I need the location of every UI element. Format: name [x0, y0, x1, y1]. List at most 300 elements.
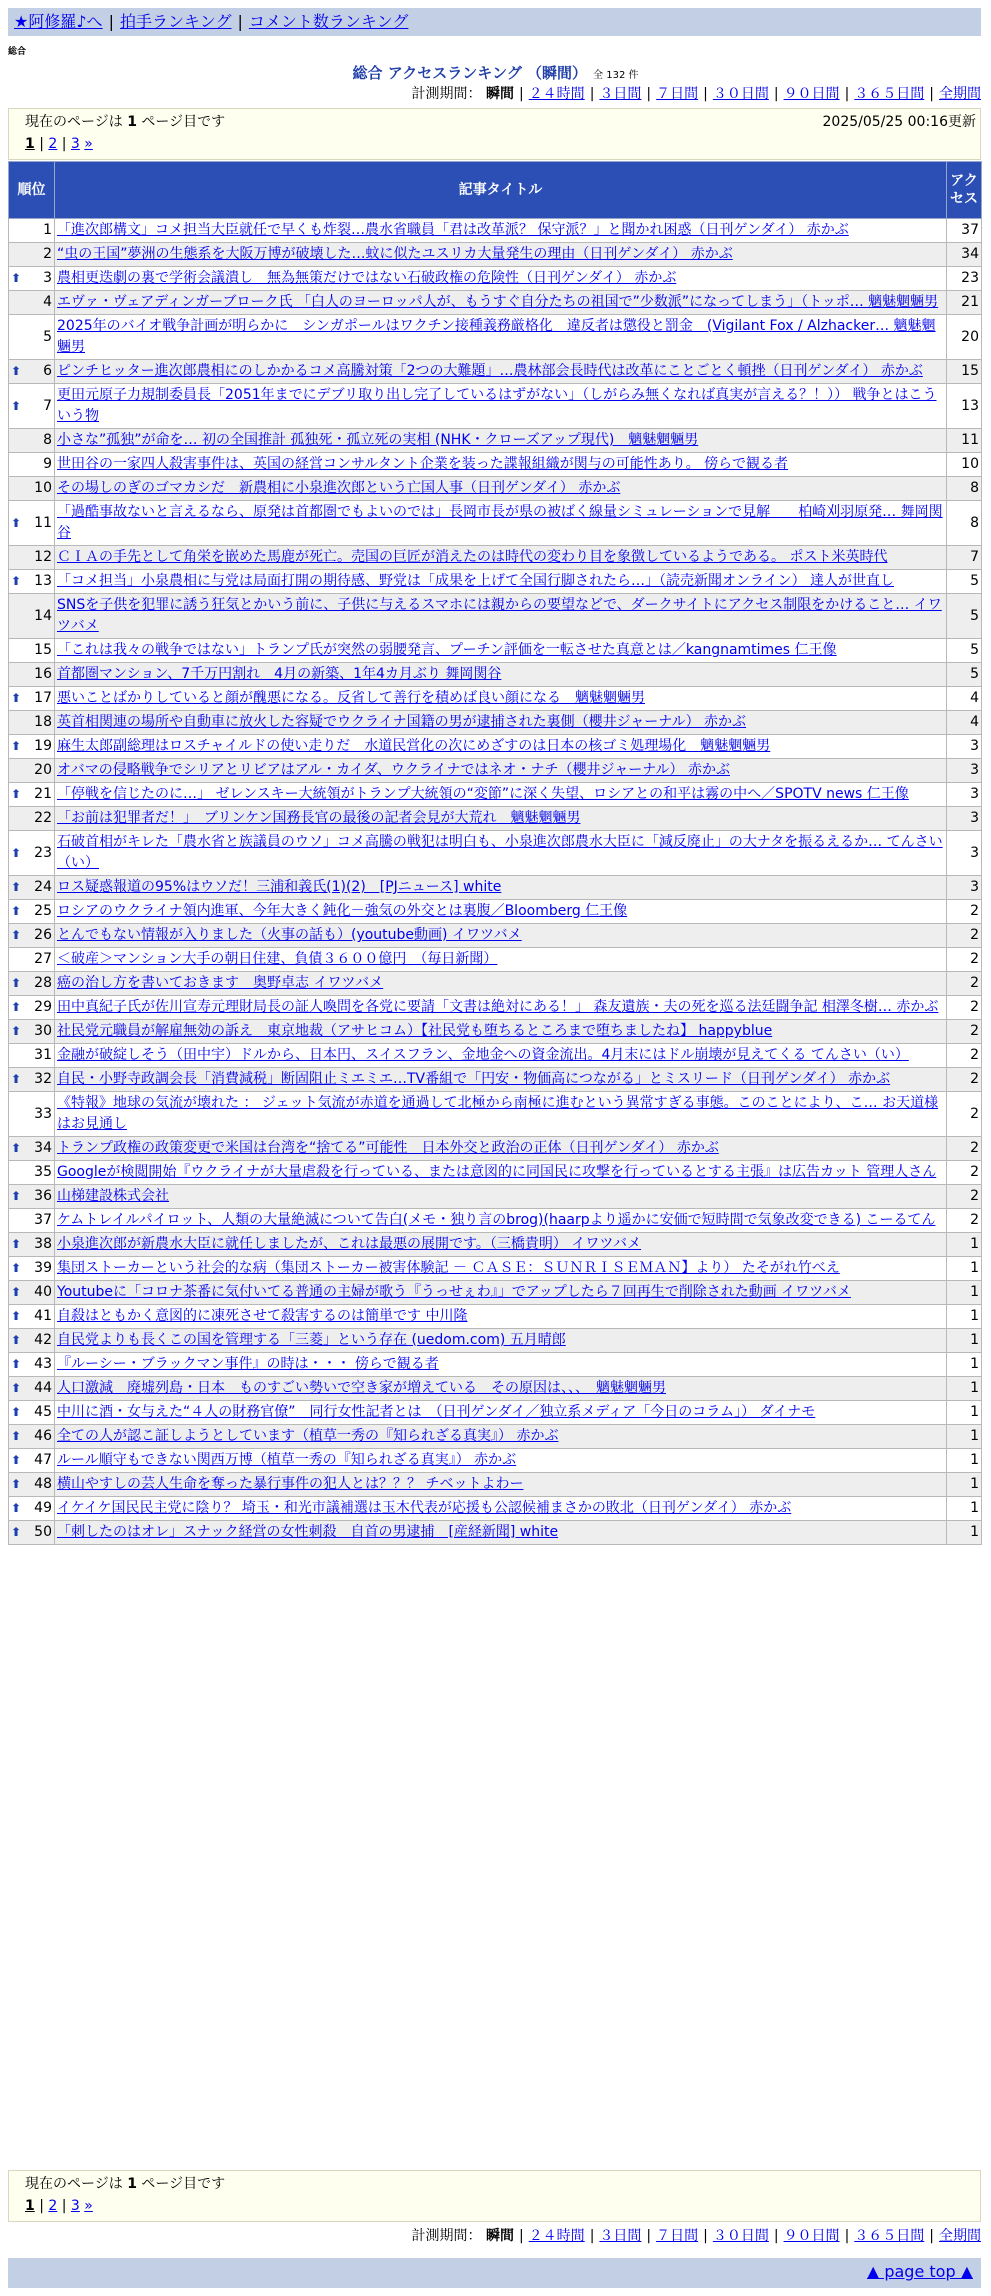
category-label: 総合 [8, 47, 27, 57]
article-title-link[interactable]: ＜破産＞マンション大手の朝日住建、負債３６００億円 （毎日新聞） [57, 951, 498, 967]
title-cell [55, 831, 947, 876]
rank-number: 13 [34, 573, 52, 589]
rank-number: 50 [34, 1524, 52, 1540]
access-count: 2 [947, 972, 982, 996]
table-row [9, 243, 982, 267]
access-count: 1 [947, 1329, 982, 1353]
rank-up-arrow-icon: ⬆ [11, 1525, 22, 1539]
rank-cell [9, 831, 55, 876]
access-count: 3 [947, 876, 982, 900]
title-cell [55, 315, 947, 360]
article-title-link[interactable]: 首都圏マンション、7千万円割れ 4月の新築、1年4カ月ぶり 舞岡関谷 [57, 666, 502, 682]
rank-cell [9, 996, 55, 1020]
rank-cell [9, 501, 55, 546]
table-row [9, 639, 982, 663]
article-title-link[interactable]: ルール順守もできない関西万博（植草一秀の『知られざる真実』） 赤かぶ [57, 1452, 517, 1468]
article-title-link[interactable]: 「停戦を信じたのに…」 ゼレンスキー大統領がトランプ大統領の“変節”に深く失望、ロシアとの和平は霧の中へ／SPOTV news 仁王像 [57, 786, 909, 802]
rank-number: 34 [34, 1140, 52, 1156]
title-cell [55, 1425, 947, 1449]
table-row [9, 900, 982, 924]
rank-number: 24 [34, 879, 52, 895]
rank-number: 35 [34, 1164, 52, 1180]
article-title-link[interactable]: 癌の治し方を書いておきます 奥野卓志 イワツバメ [57, 975, 384, 991]
title-cell [55, 639, 947, 663]
rank-cell [9, 429, 55, 453]
period-link-30d[interactable]: ３０日間 [712, 2228, 769, 2244]
pager-link-3[interactable]: 3 [70, 2198, 80, 2214]
title-cell [55, 924, 947, 948]
article-title-link[interactable]: 社民党元職員が解雇無効の訴え 東京地裁（アサヒコム）【社民党も堕ちるところまで堕ちましたね】 happyblue [57, 1023, 773, 1039]
title-cell [55, 1329, 947, 1353]
table-row [9, 219, 982, 243]
title-cell [55, 384, 947, 429]
access-count: 2 [947, 1137, 982, 1161]
table-row [9, 1185, 982, 1209]
rank-cell [9, 1353, 55, 1377]
title-cell [55, 1497, 947, 1521]
rank-number: 4 [43, 294, 52, 310]
rank-number: 21 [34, 786, 52, 802]
article-title-link[interactable]: 自民・小野寺政調会長「消費減税」断固阻止ミエミエ…TV番組で「円安・物価高につながる」とミスリード（日刊ゲンダイ） 赤かぶ [57, 1071, 891, 1087]
article-title-link[interactable]: 悪いことばかりしていると顔が醜悪になる。反省して善行を積めば良い顔になる 魑魅魍魎男 [57, 690, 645, 706]
rank-cell [9, 1521, 55, 1545]
article-title-link[interactable]: とんでもない情報が入りました（火事の話も）(youtube動画) イワツバメ [57, 927, 522, 943]
period-link-3d[interactable]: ３日間 [599, 2228, 642, 2244]
rank-cell [9, 1161, 55, 1185]
title-cell [55, 876, 947, 900]
rank-cell [9, 1068, 55, 1092]
table-row [9, 1425, 982, 1449]
access-count: 2 [947, 1044, 982, 1068]
period-link-7d[interactable]: ７日間 [656, 2228, 699, 2244]
nav-link-comment-ranking[interactable]: コメント数ランキング [248, 12, 409, 31]
title-cell [55, 477, 947, 501]
article-title-link[interactable]: イケイケ国民民主党に陰り？ 埼玉・和光市議補選は玉木代表が応援も公認候補まさかの敗北（日刊ゲンダイ） 赤かぶ [57, 1500, 792, 1516]
article-title-link[interactable]: 「これは我々の戦争ではない」トランプ氏が突然の弱腰発言、プーチン評価を一転させた真意とは／kangnamtimes 仁王像 [57, 642, 837, 658]
rank-cell [9, 1497, 55, 1521]
rank-number: 45 [34, 1404, 52, 1420]
rank-number: 2 [43, 246, 52, 262]
pager: 1 | 2 | 3 » [25, 136, 93, 152]
rank-up-arrow-icon: ⬆ [11, 1189, 22, 1203]
access-count: 1 [947, 1449, 982, 1473]
rank-number: 1 [43, 222, 52, 238]
article-title-link[interactable]: 英首相関連の場所や自動車に放火した容疑でウクライナ国籍の男が逮捕された裏側（櫻井ジャーナル） 赤かぶ [57, 714, 747, 730]
article-title-link[interactable]: 自民党よりも長くこの国を管理する「三菱」という存在 (uedom.com) 五月晴郎 [57, 1332, 566, 1348]
title-cell [55, 1020, 947, 1044]
title-cell [55, 996, 947, 1020]
period-link-90d[interactable]: ９０日間 [783, 86, 840, 102]
table-row [9, 594, 982, 639]
rank-number: 38 [34, 1236, 52, 1252]
period-link-7d[interactable]: ７日間 [656, 86, 699, 102]
pager-link-2[interactable]: 2 [48, 136, 58, 152]
rank-number: 10 [34, 480, 52, 496]
rank-up-arrow-icon: ⬆ [11, 928, 22, 942]
rank-number: 26 [34, 927, 52, 943]
access-count: 1 [947, 1257, 982, 1281]
access-count: 10 [947, 453, 982, 477]
table-row [9, 1020, 982, 1044]
article-title-link[interactable]: 2025年のバイオ戦争計画が明らかに シンガポールはワクチン接種義務厳格化 違反者は懲役と罰金 (Vigilant Fox / Alzhacker… 魑魅魍魎男 [57, 318, 936, 355]
rank-number: 28 [34, 975, 52, 991]
table-row [9, 501, 982, 546]
article-title-link[interactable]: 農相更迭劇の裏で学術会議潰し 無為無策だけではない石破政権の危険性（日刊ゲンダイ） 赤かぶ [57, 270, 677, 286]
access-count: 1 [947, 1401, 982, 1425]
access-count: 13 [947, 384, 982, 429]
period-selector-top: 計測期間： 瞬間 | ２４時間 | ３日間 | ７日間 | ３０日間 | ９０日間 | ３６５日間 | 全期間 [411, 86, 981, 102]
nav-link-clap-ranking[interactable]: 拍手ランキング [119, 12, 232, 31]
access-count: 2 [947, 1161, 982, 1185]
table-row [9, 1257, 982, 1281]
rank-cell [9, 711, 55, 735]
period-link-365d[interactable]: ３６５日間 [854, 86, 925, 102]
table-row [9, 876, 982, 900]
table-row [9, 1521, 982, 1545]
title-cell [55, 1068, 947, 1092]
title-cell [55, 759, 947, 783]
pager-next[interactable]: » [84, 2198, 93, 2214]
title-cell [55, 594, 947, 639]
article-title-link[interactable]: 麻生太郎副総理はロスチャイルドの使い走りだ 水道民営化の次にめざすのは日本の核ゴミ処理場化 魑魅魍魎男 [57, 738, 771, 754]
title-cell [55, 1377, 947, 1401]
article-title-link[interactable]: ロシアのウクライナ領内進軍、今年大きく鈍化－強気の外交とは裏腹／Bloomberg 仁王像 [57, 903, 628, 919]
article-title-link[interactable]: ロス疑惑報道の95%はウソだ！三浦和義氏(1)(2) [PJニュース] white [57, 879, 502, 895]
rank-cell [9, 453, 55, 477]
title-cell [55, 243, 947, 267]
rank-number: 44 [34, 1380, 52, 1396]
access-count: 15 [947, 360, 982, 384]
table-row [9, 711, 982, 735]
rank-cell [9, 291, 55, 315]
rank-up-arrow-icon: ⬆ [11, 1024, 22, 1038]
table-row [9, 315, 982, 360]
item-count: 全 132 件 [593, 70, 639, 81]
rank-cell [9, 1020, 55, 1044]
access-count: 37 [947, 219, 982, 243]
access-count: 23 [947, 267, 982, 291]
access-count: 3 [947, 783, 982, 807]
access-count: 1 [947, 1497, 982, 1521]
rank-cell [9, 477, 55, 501]
rank-up-arrow-icon: ⬆ [11, 364, 22, 378]
rank-cell [9, 1209, 55, 1233]
title-cell [55, 1473, 947, 1497]
title-cell [55, 1449, 947, 1473]
article-title-link[interactable]: 「お前は犯罪者だ！」 ブリンケン国務長官の最後の記者会見が大荒れ 魑魅魍魎男 [57, 810, 581, 826]
article-title-link[interactable]: トランプ政権の政策変更で米国は台湾を“捨てる”可能性 日本外交と政治の正体（日刊ゲンダイ） 赤かぶ [57, 1140, 719, 1156]
period-link-all[interactable]: 全期間 [939, 2228, 981, 2244]
rank-number: 33 [34, 1105, 52, 1122]
article-title-link[interactable]: 小さな”孤独”が命を… 初の全国推計 孤独死・孤立死の実相 (NHK・クローズアップ現代) 魑魅魍魎男 [57, 432, 699, 448]
access-count: 4 [947, 687, 982, 711]
table-row [9, 429, 982, 453]
access-count: 1 [947, 1305, 982, 1329]
rank-number: 22 [34, 810, 52, 826]
title-cell [55, 1305, 947, 1329]
rank-number: 16 [34, 666, 52, 682]
rank-cell [9, 1137, 55, 1161]
rank-number: 19 [34, 738, 52, 754]
table-row [9, 759, 982, 783]
rank-cell [9, 783, 55, 807]
table-row [9, 384, 982, 429]
rank-number: 39 [34, 1260, 52, 1276]
rank-number: 5 [43, 328, 52, 345]
table-row [9, 1401, 982, 1425]
article-title-link[interactable]: Googleが検閲開始『ウクライナが大量虐殺を行っている、または意図的に同国民に攻撃を行っているとする主張』は広告カット 管理人さん [57, 1164, 937, 1180]
access-count: 2 [947, 900, 982, 924]
table-row [9, 948, 982, 972]
rank-cell [9, 243, 55, 267]
access-count: 1 [947, 1377, 982, 1401]
access-count: 2 [947, 1020, 982, 1044]
article-title-link[interactable]: 金融が破綻しそう（田中宇）ドルから、日本円、スイスフラン、金地金への資金流出。4月末にはドル崩壊が見えてくる てんさい（い） [57, 1047, 909, 1063]
title-cell [55, 711, 947, 735]
period-link-24h[interactable]: ２４時間 [528, 86, 585, 102]
rank-number: 47 [34, 1452, 52, 1468]
title-cell [55, 1161, 947, 1185]
rank-number: 14 [34, 607, 52, 624]
rank-cell [9, 759, 55, 783]
article-title-link[interactable]: 田中真紀子氏が佐川宣寿元理財局長の証人喚問を各党に要請「文書は絶対にある！」 森友遺族・夫の死を巡る法廷闘争記 相澤冬樹… 赤かぶ [57, 999, 939, 1015]
rank-up-arrow-icon: ⬆ [11, 1501, 22, 1515]
pager-link-1[interactable]: 1 [25, 2198, 35, 2214]
title-cell [55, 1401, 947, 1425]
table-row [9, 1137, 982, 1161]
rank-up-arrow-icon: ⬆ [11, 1405, 22, 1419]
table-row [9, 735, 982, 759]
article-title-link[interactable]: 更田元原子力規制委員長「2051年までにデブリ取り出し完了しているはずがない」（しがらみ無くなれば真実が言える？！）） 戦争とはこういう物 [57, 387, 937, 424]
access-count: 3 [947, 807, 982, 831]
title-cell [55, 1353, 947, 1377]
article-title-link[interactable]: ケムトレイルパイロット、人類の大量絶滅について告白(メモ・独り言のbrog)(haarpより遥かに安価で短時間で気象改変できる) こーるてん [57, 1212, 936, 1228]
rank-up-arrow-icon: ⬆ [11, 691, 22, 705]
title-cell [55, 948, 947, 972]
period-selector-bottom: 計測期間： 瞬間 | ２４時間 | ３日間 | ７日間 | ３０日間 | ９０日間 | ３６５日間 | 全期間 [411, 2228, 981, 2244]
rank-up-arrow-icon: ⬆ [11, 1141, 22, 1155]
rank-cell [9, 594, 55, 639]
title-cell [55, 972, 947, 996]
rank-number: 42 [34, 1332, 52, 1348]
rank-cell [9, 1185, 55, 1209]
rank-number: 6 [43, 363, 52, 379]
rank-cell [9, 1257, 55, 1281]
access-count: 4 [947, 711, 982, 735]
rank-cell [9, 876, 55, 900]
period-current: 瞬間 [485, 86, 514, 102]
updated-timestamp: 2025/05/25 00:16更新 [822, 114, 976, 130]
access-count: 2 [947, 1209, 982, 1233]
rank-up-arrow-icon: ⬆ [11, 1357, 22, 1371]
header-rank: 順位 [9, 162, 55, 219]
table-row [9, 1449, 982, 1473]
access-count: 1 [947, 1521, 982, 1545]
article-title-link[interactable]: 自殺はともかく意図的に凍死させて殺害するのは簡単です 中川隆 [57, 1308, 468, 1324]
rank-up-arrow-icon: ⬆ [11, 515, 22, 530]
access-count: 5 [947, 639, 982, 663]
rank-cell [9, 219, 55, 243]
pager-next[interactable]: » [84, 136, 93, 152]
rank-up-arrow-icon: ⬆ [11, 1333, 22, 1347]
rank-up-arrow-icon: ⬆ [11, 976, 22, 990]
nav-link-asyura[interactable]: ★阿修羅♪へ [14, 12, 103, 31]
article-title-link[interactable]: ＣＩＡの手先として角栄を嵌めた馬鹿が死亡。売国の巨匠が消えたのは時代の変わり目を象徴しているようである。 ポスト米英時代 [57, 549, 888, 565]
article-title-link[interactable]: SNSを子供を犯罪に誘う狂気とかいう前に、子供に与えるスマホには親からの要望などで、ダークサイトにアクセス制限をかけること… イワツバメ [57, 597, 942, 634]
table-row [9, 1377, 982, 1401]
title-cell [55, 267, 947, 291]
rank-cell [9, 1401, 55, 1425]
table-row [9, 1353, 982, 1377]
pager-link-2[interactable]: 2 [48, 2198, 58, 2214]
rank-number: 27 [34, 951, 52, 967]
access-count: 3 [947, 735, 982, 759]
rank-number: 15 [34, 642, 52, 658]
table-row [9, 1233, 982, 1257]
article-title-link[interactable]: ピンチヒッター進次郎農相にのしかかるコメ高騰対策「2つの大難題」…農林部会長時代は改革にことごとく頓挫（日刊ゲンダイ） 赤かぶ [57, 363, 923, 379]
period-link-90d[interactable]: ９０日間 [783, 2228, 840, 2244]
rank-cell [9, 1377, 55, 1401]
rank-number: 41 [34, 1308, 52, 1324]
rank-cell [9, 384, 55, 429]
access-count: 5 [947, 570, 982, 594]
rank-number: 12 [34, 549, 52, 565]
access-count: 3 [947, 759, 982, 783]
rank-up-arrow-icon: ⬆ [11, 787, 22, 801]
table-row [9, 453, 982, 477]
rank-number: 3 [43, 270, 52, 286]
rank-up-arrow-icon: ⬆ [11, 398, 22, 413]
rank-number: 25 [34, 903, 52, 919]
rank-cell [9, 1281, 55, 1305]
article-title-link[interactable]: 「進次郎構文」コメ担当大臣就任で早くも炸裂…農水省職員「君は改革派？ 保守派？」と聞かれ困惑（日刊ゲンダイ） 赤かぶ [57, 222, 849, 238]
rank-number: 9 [43, 456, 52, 472]
footer-bar [8, 2258, 981, 2288]
article-title-link[interactable]: 集団ストーカーという社会的な病（集団ストーカー被害体験記 － ＣＡＳＥ：ＳＵＮＲＩＳＥＭＡＮ】より） たそがれ竹べえ [57, 1260, 840, 1276]
article-title-link[interactable]: 石破首相がキレた「農水省と族議員のウソ」コメ高騰の戦犯は明白も、小泉進次郎農水大臣に「減反廃止」の大ナタを振るえるか… てんさい（い） [57, 834, 943, 871]
title-cell [55, 453, 947, 477]
access-count: 5 [947, 663, 982, 687]
table-row [9, 1329, 982, 1353]
header-title: 記事タイトル [55, 162, 947, 219]
article-title-link[interactable]: 小泉進次郎が新農水大臣に就任しましたが、これは最悪の展開です。（三橋貴明） イワツバメ [57, 1236, 642, 1252]
article-title-link[interactable]: 『ルーシー・ブラックマン事件』の時は・・・ 傍らで観る者 [57, 1356, 439, 1372]
ranking-table [8, 161, 982, 1545]
rank-cell [9, 924, 55, 948]
pager-link-1[interactable]: 1 [25, 136, 35, 152]
rank-cell [9, 1329, 55, 1353]
rank-cell [9, 807, 55, 831]
table-row [9, 1209, 982, 1233]
page-info-top: 現在のページは 1 ページ目です 2025/05/25 00:16更新 1 | 2 | 3 » [8, 108, 981, 160]
rank-cell [9, 900, 55, 924]
pager-link-3[interactable]: 3 [70, 136, 80, 152]
table-row [9, 972, 982, 996]
title-cell [55, 1137, 947, 1161]
access-count: 5 [947, 594, 982, 639]
table-row [9, 1044, 982, 1068]
article-title-link[interactable]: “虫の王国”夢洲の生態系を大阪万博が破壊した…蚊に似たユスリカ大量発生の理由（日刊ゲンダイ） 赤かぶ [57, 246, 733, 262]
title-cell [55, 429, 947, 453]
article-title-link[interactable]: 全ての人が認こ証しようとしています（植草一秀の『知られざる真実』） 赤かぶ [57, 1428, 559, 1444]
title-cell [55, 900, 947, 924]
rank-cell [9, 1473, 55, 1497]
rank-cell [9, 1425, 55, 1449]
title-cell [55, 1281, 947, 1305]
article-title-link[interactable]: その場しのぎのゴマカシだ 新農相に小泉進次郎という亡国人事（日刊ゲンダイ） 赤かぶ [57, 480, 621, 496]
title-cell [55, 663, 947, 687]
article-title-link[interactable]: 人口激減 廃墟列島・日本 ものすごい勢いで空き家が増えている その原因は、、、 魑魅魍魎男 [57, 1380, 666, 1396]
article-title-link[interactable]: エヴァ・ヴェアディンガーブローク氏 「白人のヨーロッパ人が、もうすぐ自分たちの祖国で”少数派”になってしまう」（トッポ… 魑魅魍魎男 [57, 294, 939, 310]
title-cell [55, 1092, 947, 1137]
table-row [9, 546, 982, 570]
title-cell [55, 783, 947, 807]
table-row [9, 1161, 982, 1185]
rank-number: 7 [43, 397, 52, 414]
top-nav-bar: ★阿修羅♪へ | 拍手ランキング | コメント数ランキング [8, 8, 981, 36]
article-title-link[interactable]: 「刺したのはオレ」スナック経営の女性刺殺 自首の男逮捕 [産経新聞] white [57, 1524, 559, 1540]
page-top-link[interactable]: ▲ page top ▲ [866, 2262, 973, 2281]
rank-number: 43 [34, 1356, 52, 1372]
period-link-all[interactable]: 全期間 [939, 86, 981, 102]
rank-up-arrow-icon: ⬆ [11, 1072, 22, 1086]
article-title-link[interactable]: Youtubeに「コロナ茶番に気付いてる普通の主婦が歌う『うっせぇわ』」でアップしたら７回再生で削除された動画 イワツバメ [57, 1284, 851, 1300]
table-row [9, 360, 982, 384]
rank-up-arrow-icon: ⬆ [11, 904, 22, 918]
table-row [9, 687, 982, 711]
access-count: 20 [947, 315, 982, 360]
article-title-link[interactable]: 中川に酒・女与えた“４人の財務官僚” 同行女性記者とは （日刊ゲンダイ／独立系メディア「今日のコラム」） ダイナモ [57, 1404, 816, 1420]
access-count: 21 [947, 291, 982, 315]
title-cell [55, 546, 947, 570]
rank-number: 17 [34, 690, 52, 706]
rank-cell [9, 1092, 55, 1137]
access-count: 7 [947, 546, 982, 570]
title-cell [55, 360, 947, 384]
rank-cell [9, 735, 55, 759]
rank-up-arrow-icon: ⬆ [11, 1381, 22, 1395]
rank-number: 32 [34, 1071, 52, 1087]
access-count: 2 [947, 924, 982, 948]
rank-up-arrow-icon: ⬆ [11, 1285, 22, 1299]
article-title-link[interactable]: 世田谷の一家四人殺害事件は、英国の経営コンサルタント企業を装った諜報組織が関与の可能性あり。 傍らで観る者 [57, 456, 789, 472]
title-cell [55, 735, 947, 759]
rank-cell [9, 315, 55, 360]
access-count: 8 [947, 477, 982, 501]
rank-number: 40 [34, 1284, 52, 1300]
article-title-link[interactable]: 山梯建設株式会社 [57, 1188, 169, 1204]
rank-number: 20 [34, 762, 52, 778]
article-title-link[interactable]: オバマの侵略戦争でシリアとリビアはアル・カイダ、ウクライナではネオ・ナチ（櫻井ジャーナル） 赤かぶ [57, 762, 730, 778]
title-cell [55, 1185, 947, 1209]
period-link-30d[interactable]: ３０日間 [712, 86, 769, 102]
article-title-link[interactable]: 「コメ担当」小泉農相に与党は局面打開の期待感、野党は「成果を上げて全国行脚されたら…」（読売新聞オンライン） 達人が世直し [57, 573, 895, 589]
rank-cell [9, 1305, 55, 1329]
article-title-link[interactable]: 「過酷事故ないと言えるなら、原発は首都圏でもよいのでは」長岡市長が県の被ばく線量シミュレーションで見解 柏崎刈羽原発… 舞岡関谷 [57, 504, 943, 541]
rank-up-arrow-icon: ⬆ [11, 1261, 22, 1275]
article-title-link[interactable]: 横山やすしの芸人生命を奪った暴行事件の犯人とは？？？ チベットよわー [57, 1476, 524, 1492]
rank-number: 36 [34, 1188, 52, 1204]
period-link-365d[interactable]: ３６５日間 [854, 2228, 925, 2244]
table-row [9, 1281, 982, 1305]
rank-number: 37 [34, 1212, 52, 1228]
rank-up-arrow-icon: ⬆ [11, 1477, 22, 1491]
article-title-link[interactable]: 《特報》地球の気流が壊れた ： ジェット気流が赤道を通過して北極から南極に進むという異常すぎる事態。このことにより、こ… お天道様はお見通し [57, 1095, 939, 1132]
rank-up-arrow-icon: ⬆ [11, 845, 22, 860]
period-link-24h[interactable]: ２４時間 [528, 2228, 585, 2244]
table-row [9, 783, 982, 807]
period-link-3d[interactable]: ３日間 [599, 86, 642, 102]
